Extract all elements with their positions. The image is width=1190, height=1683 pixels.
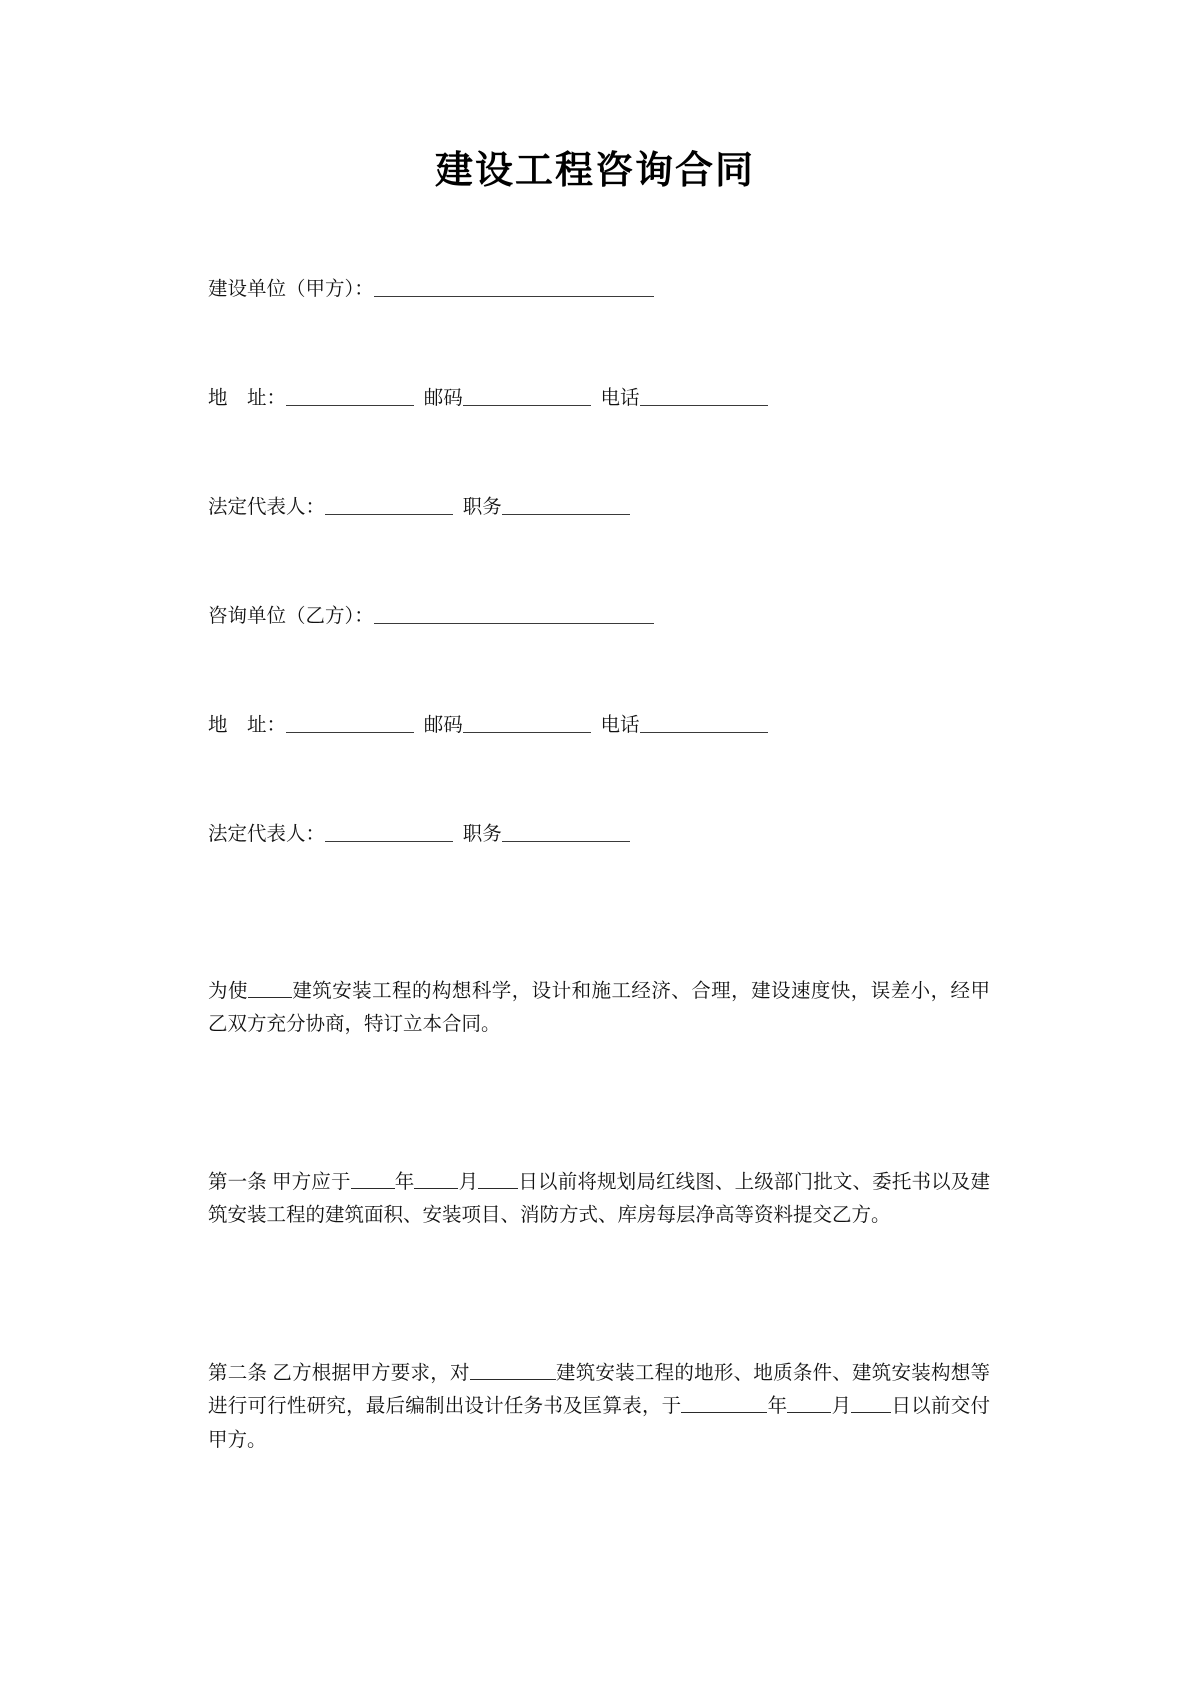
field-row-party-b-address (208, 710, 990, 741)
preamble-lead: 为使 (208, 980, 248, 1002)
preamble-paragraph (208, 975, 990, 1042)
spacer (208, 414, 990, 492)
spacer (208, 929, 990, 975)
clause-2-part-5: 日以前交付甲方。 (208, 1396, 990, 1451)
clause-1-part-1: 第一条 甲方应于 (208, 1171, 351, 1193)
field-row-party-b-legal-rep (208, 819, 990, 850)
spacer (208, 741, 990, 819)
clause-2-month-blank[interactable] (787, 1393, 831, 1414)
spacer (208, 523, 990, 601)
party-a-unit-input[interactable] (374, 275, 654, 296)
party-a-address-input[interactable] (286, 384, 414, 405)
clause-2-paragraph (208, 1357, 990, 1458)
party-b-address-label: 地 址： (208, 715, 287, 737)
clause-1-year-blank[interactable] (351, 1168, 395, 1189)
spacer (208, 632, 990, 710)
clause-1-part-2: 年 (394, 1171, 415, 1193)
party-b-postcode-input[interactable] (463, 712, 591, 733)
party-a-phone-input[interactable] (640, 384, 768, 405)
party-a-unit-label: 建设单位（甲方）： (208, 278, 374, 300)
spacer (208, 1120, 990, 1166)
clause-2-part-1: 第二条 乙方根据甲方要求，对 (208, 1362, 470, 1384)
party-a-postcode-input[interactable] (463, 384, 591, 405)
field-row-party-a-unit (208, 274, 990, 305)
spacer (208, 305, 990, 383)
document-body (200, 196, 990, 1458)
party-a-legal-rep-label: 法定代表人： (208, 496, 326, 518)
field-row-party-a-address (208, 383, 990, 414)
clause-2-part-2: 建筑安装工程的地形、地质条件、建筑安装构想等进行可行性研究，最后编制出设计任务书及匡算表，于 (208, 1362, 990, 1418)
clause-2-day-blank[interactable] (851, 1393, 891, 1414)
party-b-phone-label: 电话 (600, 715, 640, 737)
clause-1-paragraph (208, 1166, 990, 1233)
clause-2-year-blank[interactable] (681, 1393, 767, 1414)
party-a-legal-rep-input[interactable] (325, 493, 453, 514)
party-b-unit-input[interactable] (374, 603, 654, 624)
party-a-position-label: 职务 (462, 496, 502, 518)
party-a-postcode-label: 邮码 (423, 387, 463, 409)
party-b-position-input[interactable] (502, 821, 630, 842)
spacer (208, 1042, 990, 1120)
party-b-position-label: 职务 (462, 824, 502, 846)
clause-2-part-4: 月 (831, 1396, 852, 1418)
clause-1-month-blank[interactable] (414, 1168, 458, 1189)
party-a-position-input[interactable] (502, 493, 630, 514)
party-b-postcode-label: 邮码 (423, 715, 463, 737)
party-a-address-label: 地 址： (208, 387, 287, 409)
party-b-phone-input[interactable] (640, 712, 768, 733)
field-row-party-b-unit (208, 601, 990, 632)
clause-1-part-4: 日以前将规划局红线图、上级部门批文、委托书以及建筑安装工程的建筑面积、安装项目、消防方式、库房每层净高等资料提交乙方。 (208, 1171, 990, 1227)
spacer (208, 1311, 990, 1357)
spacer (208, 851, 990, 929)
spacer (208, 196, 990, 274)
preamble-rest: 建筑安装工程的构想科学，设计和施工经济、合理，建设速度快，误差小，经甲乙双方充分协商，特订立本合同。 (208, 980, 990, 1036)
party-b-unit-label: 咨询单位（乙方）： (208, 606, 374, 628)
party-b-legal-rep-input[interactable] (325, 821, 453, 842)
clause-2-project-blank[interactable] (470, 1359, 556, 1380)
field-row-party-a-legal-rep (208, 492, 990, 523)
clause-1-day-blank[interactable] (478, 1168, 518, 1189)
preamble-project-blank[interactable] (248, 977, 292, 998)
spacer (208, 1233, 990, 1311)
party-b-address-input[interactable] (286, 712, 414, 733)
page-title: 建设工程咨询合同 (434, 150, 755, 192)
party-a-phone-label: 电话 (600, 387, 640, 409)
clause-1-part-3: 月 (458, 1171, 479, 1193)
party-b-legal-rep-label: 法定代表人： (208, 824, 326, 846)
clause-2-part-3: 年 (767, 1396, 788, 1418)
